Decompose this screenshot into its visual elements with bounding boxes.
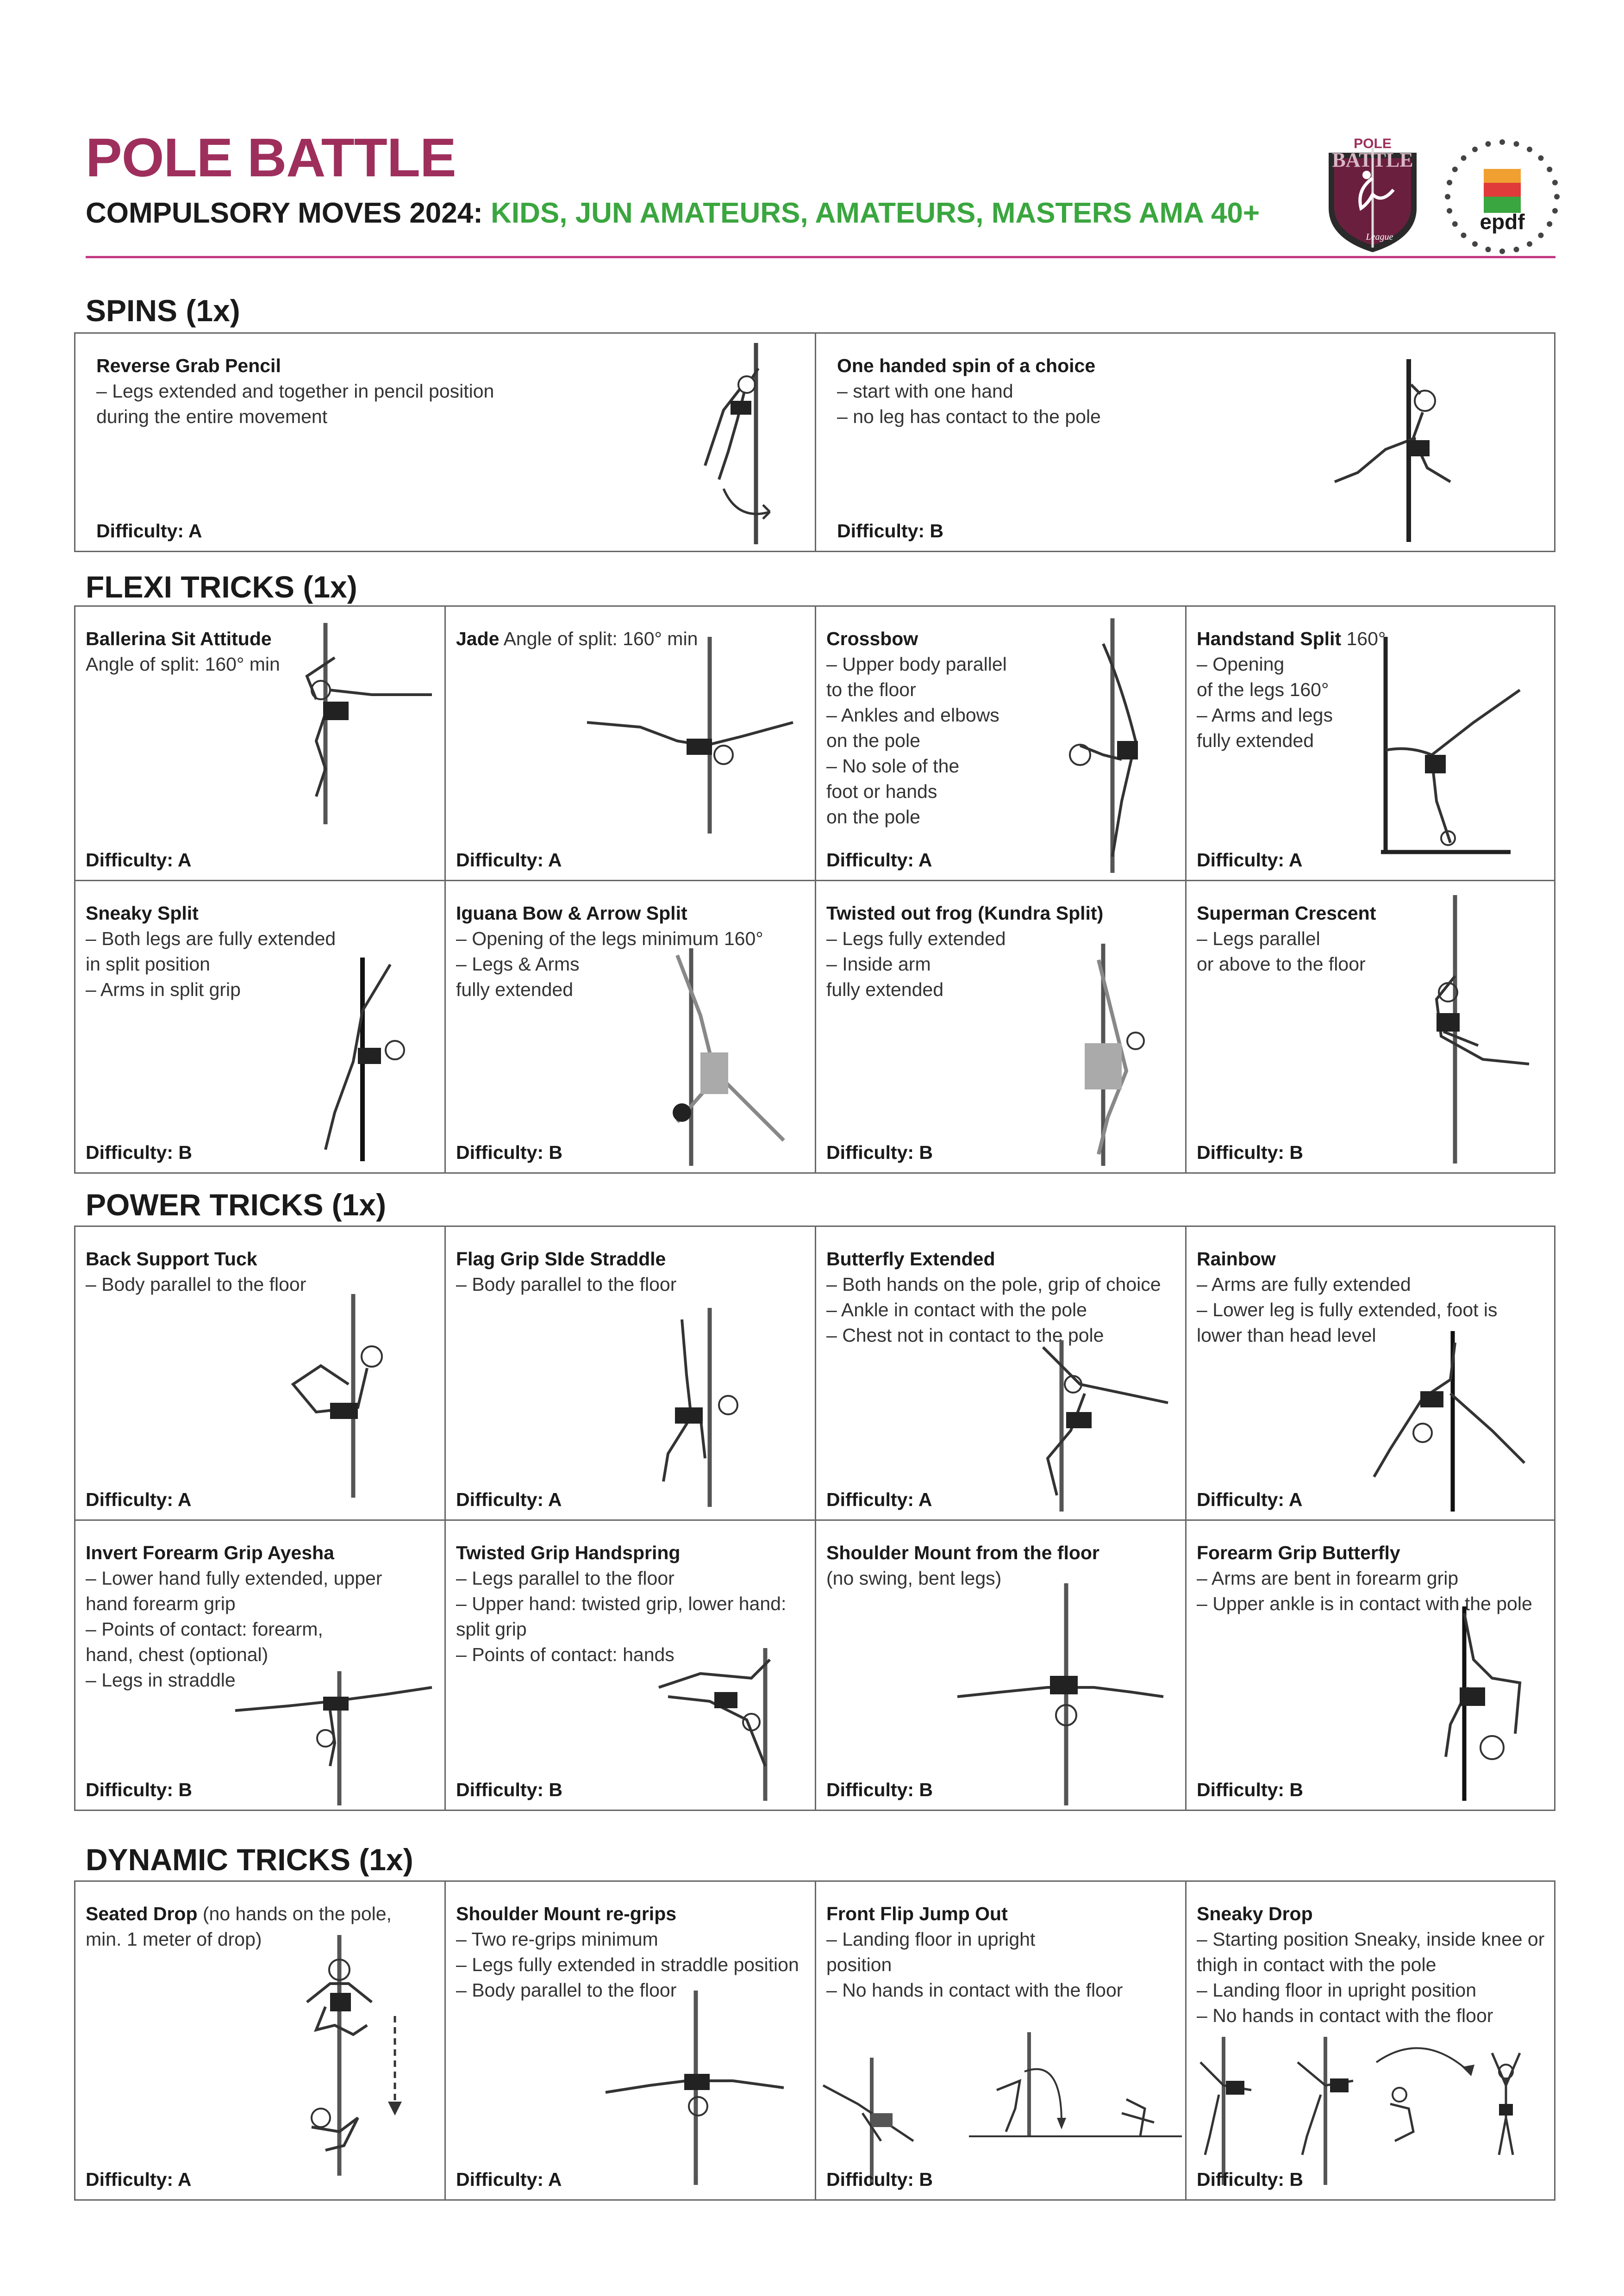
star-icon — [1547, 167, 1552, 172]
star-icon — [1461, 156, 1467, 161]
difficulty-label: Difficulty: A — [1197, 1489, 1303, 1510]
subtitle-prefix: COMPULSORY MOVES 2024: — [86, 197, 483, 229]
star-icon — [1552, 208, 1558, 214]
move-card-flexi-3: Handstand Split 160° – Opening of the legs 160° – Arms and legs fully extended Difficulty: A — [1185, 605, 1555, 881]
difficulty-label: Difficulty: B — [837, 520, 944, 541]
svg-text:BATTLE: BATTLE — [1332, 149, 1413, 171]
move-card-dynamic-0: Seated Drop (no hands on the pole, min. 1 meter of drop) Difficulty: A — [74, 1880, 446, 2201]
move-card-power-0: Back Support Tuck – Body parallel to the floor Difficulty: A — [74, 1226, 446, 1521]
difficulty-label: Difficulty: B — [456, 1779, 563, 1800]
pole-battle-logo — [1324, 134, 1421, 255]
move-card-power-1: Flag Grip SIde Straddle – Body parallel to the floor Difficulty: A — [444, 1226, 816, 1521]
star-icon — [1527, 241, 1532, 247]
difficulty-label: Difficulty: A — [456, 1489, 562, 1510]
move-card-flexi-1: Jade Angle of split: 160° min Difficulty: A — [444, 605, 816, 881]
difficulty-label: Difficulty: A — [86, 1489, 192, 1510]
move-card-flexi-6: Twisted out frog (Kundra Split) – Legs fully extended – Inside arm fully extended Difficulty: B — [815, 880, 1187, 1174]
move-card-power-3: Rainbow – Arms are fully extended – Lower leg is fully extended, foot is lower than head level Difficulty: A — [1185, 1226, 1555, 1521]
rainbow-illustration — [1372, 1329, 1548, 1514]
iguana-bow-arrow-split-illustration — [659, 946, 798, 1168]
difficulty-label: Difficulty: B — [86, 1142, 193, 1163]
handstand-split-illustration — [1372, 635, 1548, 875]
difficulty-label: Difficulty: A — [1197, 849, 1303, 871]
difficulty-label: Difficulty: B — [826, 1779, 933, 1800]
difficulty-label: Difficulty: A — [86, 849, 192, 871]
difficulty-label: Difficulty: A — [456, 2169, 562, 2190]
star-icon — [1499, 139, 1505, 145]
difficulty-label: Difficulty: B — [826, 2169, 933, 2190]
difficulty-label: Difficulty: B — [1197, 1142, 1304, 1163]
star-icon — [1538, 232, 1543, 238]
star-icon — [1485, 141, 1491, 147]
move-card-flexi-0: Ballerina Sit Attitude Angle of split: 160° min Difficulty: A — [74, 605, 446, 881]
star-icon — [1527, 147, 1532, 152]
seated-drop-illustration — [279, 1933, 418, 2178]
svg-text:epdf: epdf — [1480, 210, 1525, 234]
spins-section-title: SPINS (1x) — [86, 293, 240, 328]
difficulty-label: Difficulty: A — [456, 849, 562, 871]
move-card-power-2: Butterfly Extended – Both hands on the pole, grip of choice – Ankle in contact with the pole – Chest not in contact to the pole Difficulty: A — [815, 1226, 1187, 1521]
svg-text:POLE: POLE — [1354, 136, 1392, 151]
flexi-section-title: FLEXI TRICKS (1x) — [86, 570, 357, 604]
move-name: One handed spin of a choice — [837, 355, 1096, 376]
crossbow-illustration — [1052, 616, 1173, 875]
power-section-title: POWER TRICKS (1x) — [86, 1188, 387, 1222]
page-subtitle — [86, 199, 1260, 228]
difficulty-label: Difficulty: A — [826, 1489, 932, 1510]
move-card-dynamic-3: Sneaky Drop – Starting position Sneaky, inside knee or thigh in contact with the pole – Landing floor in upright position – No hands in contact with the floor Difficulty: B — [1185, 1880, 1555, 2201]
dynamic-section-title: DYNAMIC TRICKS (1x) — [86, 1842, 413, 1877]
one-handed-spin-illustration — [1307, 357, 1492, 547]
difficulty-label: Difficulty: A — [96, 520, 202, 541]
shoulder-mount-regrips-illustration — [603, 1988, 788, 2187]
star-icon — [1447, 180, 1452, 185]
difficulty-label: Difficulty: B — [86, 1779, 193, 1800]
flag-grip-side-straddle-illustration — [640, 1306, 761, 1509]
star-icon — [1461, 232, 1467, 238]
butterfly-extended-illustration — [1020, 1338, 1177, 1514]
star-icon — [1472, 147, 1478, 152]
move-card-flexi-2: Crossbow – Upper body parallel to the floor – Ankles and elbows on the pole – No sole of the foot or hands on the pole Difficulty: A — [815, 605, 1187, 881]
star-icon — [1514, 247, 1519, 252]
sneaky-split-illustration — [307, 955, 427, 1164]
shoulder-mount-from-floor-illustration — [955, 1581, 1168, 1808]
move-card-flexi-4: Sneaky Split – Both legs are fully extended in split position – Arms in split grip Difficulty: B — [74, 880, 446, 1174]
difficulty-label: Difficulty: A — [826, 849, 932, 871]
difficulty-label: Difficulty: A — [86, 2169, 192, 2190]
epdf-logo — [1440, 134, 1565, 259]
sneaky-drop-illustration — [1191, 2035, 1552, 2190]
move-card-power-4: Invert Forearm Grip Ayesha – Lower hand fully extended, upper hand forearm grip – Points of contact: forearm, hand, chest (optional) – Legs in straddle Difficulty: B — [74, 1519, 446, 1811]
difficulty-label: Difficulty: B — [1197, 2169, 1304, 2190]
star-icon — [1472, 241, 1478, 247]
jade-illustration — [585, 635, 807, 838]
header-rule — [86, 256, 1555, 258]
star-icon — [1554, 194, 1560, 199]
star-icon — [1445, 194, 1450, 199]
star-icon — [1499, 249, 1505, 254]
move-card-flexi-7: Superman Crescent – Legs parallel or above to the floor Difficulty: B — [1185, 880, 1555, 1174]
move-card-dynamic-2: Front Flip Jump Out – Landing floor in upright position – No hands in contact with the floor Difficulty: B — [815, 1880, 1187, 2201]
difficulty-label: Difficulty: B — [1197, 1779, 1304, 1800]
star-icon — [1547, 221, 1552, 227]
twisted-grip-handspring-illustration — [650, 1646, 798, 1803]
ballerina-sit-attitude-illustration — [261, 621, 441, 829]
star-icon — [1447, 208, 1452, 214]
star-icon — [1514, 141, 1519, 147]
move-card-dynamic-1: Shoulder Mount re-grips – Two re-grips minimum – Legs fully extended in straddle position – Body parallel to the floor Difficulty: A — [444, 1880, 816, 2201]
move-card-flexi-5: Iguana Bow & Arrow Split – Opening of the legs minimum 160° – Legs & Arms fully extended Difficulty: B — [444, 880, 816, 1174]
reverse-grab-pencil-illustration — [631, 341, 807, 547]
star-icon — [1485, 247, 1491, 252]
star-icon — [1552, 180, 1558, 185]
move-card-power-6: Shoulder Mount from the floor (no swing, bent legs) Difficulty: B — [815, 1519, 1187, 1811]
star-icon — [1538, 156, 1543, 161]
star-icon — [1452, 167, 1458, 172]
move-card-power-5: Twisted Grip Handspring – Legs parallel to the floor – Upper hand: twisted grip, lower hand: split grip – Points of contact: hands Difficulty: B — [444, 1519, 816, 1811]
front-flip-jump-out-illustration — [821, 2030, 1182, 2190]
page-title: POLE BATTLE — [86, 127, 456, 188]
superman-crescent-illustration — [1399, 893, 1548, 1166]
difficulty-label: Difficulty: B — [826, 1142, 933, 1163]
star-icon — [1452, 221, 1458, 227]
move-name: Reverse Grab Pencil — [96, 355, 281, 376]
back-support-tuck-illustration — [279, 1292, 427, 1500]
move-card-spins-1: One handed spin of a choice – start with one hand – no leg has contact to the pole Difficulty: B — [815, 332, 1555, 552]
move-card-power-7: Forearm Grip Butterfly – Arms are bent in forearm grip – Upper ankle is in contact with the pole Difficulty: B — [1185, 1519, 1555, 1811]
twisted-out-frog-illustration — [1048, 941, 1168, 1168]
invert-forearm-grip-ayesha-illustration — [233, 1669, 437, 1808]
move-card-spins-0: Reverse Grab Pencil – Legs extended and together in pencil position during the entire movement Difficulty: A — [74, 332, 816, 552]
svg-text:League: League — [1366, 232, 1393, 242]
subtitle-categories: KIDS, JUN AMATEURS, AMATEURS, MASTERS AMA 40+ — [491, 197, 1260, 229]
forearm-grip-butterfly-illustration — [1409, 1604, 1548, 1803]
difficulty-label: Difficulty: B — [456, 1142, 563, 1163]
